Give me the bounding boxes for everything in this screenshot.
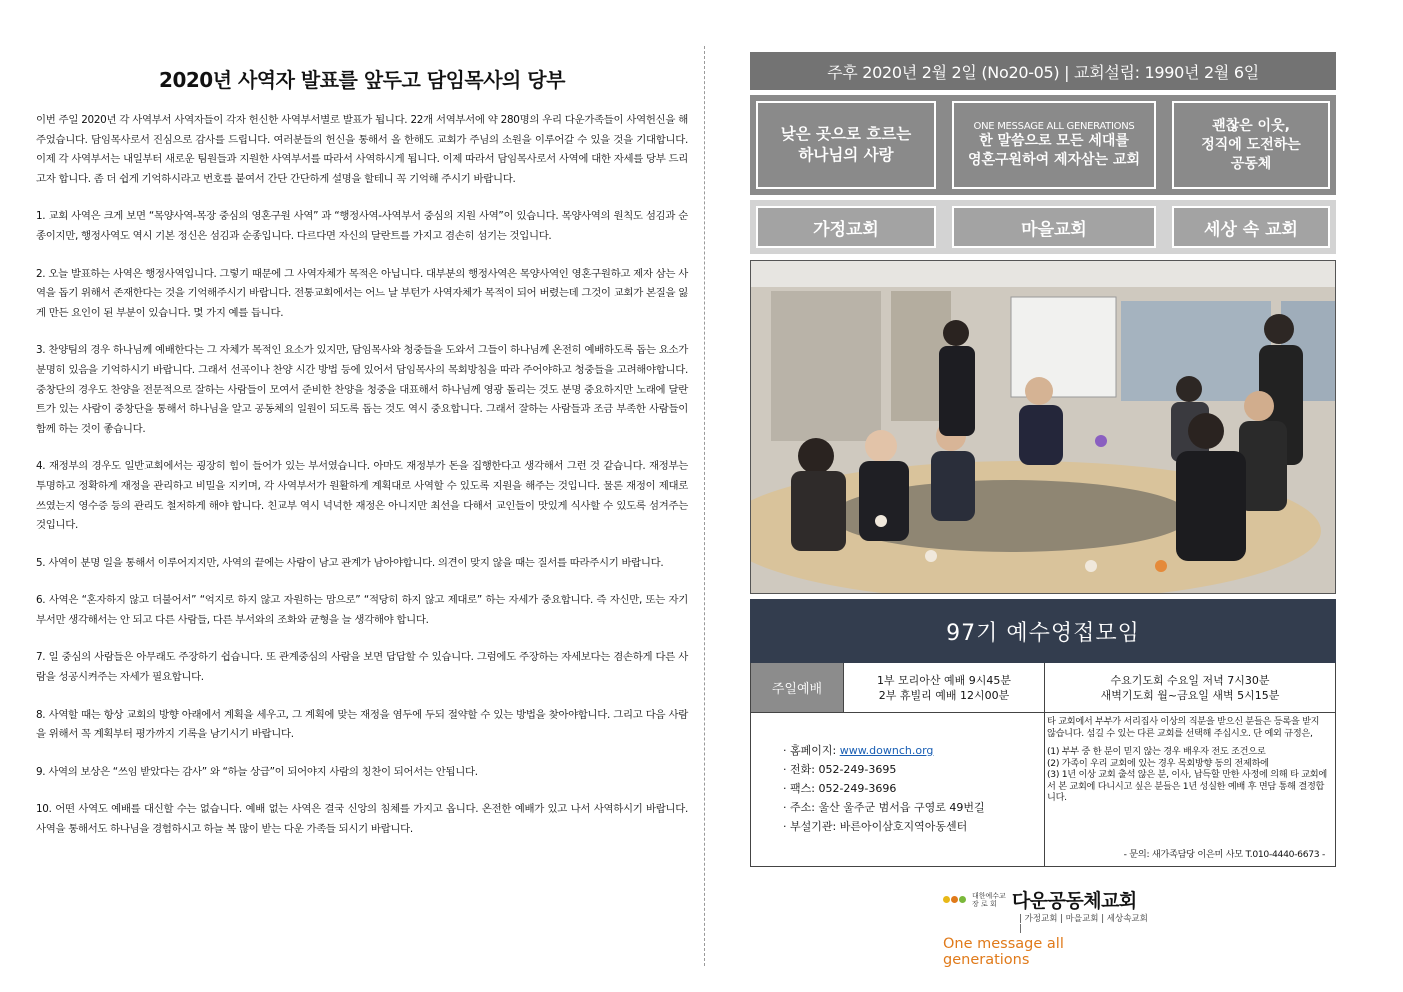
logo-slogan: One message all generations xyxy=(943,936,1064,968)
value-caption: ONE MESSAGE ALL GENERATIONS xyxy=(973,120,1135,132)
article-paragraph: 1. 교회 사역은 크게 보면 “목양사역-목장 중심의 영혼구원 사역” 과 “행정사역-사역부서 중심의 지원 사역”이 있습니다. 목양사역의 원칙도 섬김과 순종이지만, 행정사역도 역시 기본 정신은 섬김과 순종입니다. 다르다면 자신의 달란트를 가지고 겸손히 섬기는 것입니다. xyxy=(36,210,688,242)
denomination-line: 장 로 회 xyxy=(972,899,997,908)
value-box-love xyxy=(756,101,936,189)
church-logo xyxy=(943,886,1153,968)
sunday-services xyxy=(843,663,1044,712)
article-paragraph: 3. 찬양팀의 경우 하나님께 예배한다는 그 자체가 목적인 요소가 있지만, 담임목사와 청중들을 도와서 그들이 하나님께 온전히 예배하도록 돕는 요소가 분명히 있음을 기억하시기 바랍니다. 그래서 선곡이나 찬양 시간 방법 등에 있어서 담임목사의 목회방침을 따라 주어야하고 청중들을 고려해야합니다. 중창단의 경우도 찬양을 전문적으로 잘하는 사람들이 모여서 준비한 찬양을 청중을 대표해서 하나님께 영광 돌리는 것도 분명 중요하지만 노래에 달란트가 있는 사람이 중창단을 통해서 하나님을 알고 공동체의 일원이 되도록 돕는 것도 역시 중요합니다. 그래서 잘하는 사람들과 조금 부족한 사람들이 함께 하는 것이 좋습니다. xyxy=(36,344,688,435)
value-line: 낮은 곳으로 흐르는 xyxy=(780,125,912,143)
article-paragraph: 4. 재정부의 경우도 일반교회에서는 굉장히 힘이 들어가 있는 부서였습니다. 아마도 재정부가 돈을 집행한다고 생각해서 그런 것 같습니다. 재정부는 투명하고 정확하게 재정을 관리하고 비밀을 지키며, 각 사역부서가 원활하게 계획대로 사역할 수 있도록 지원을 해주는 것입니다. 물론 재정이 제대로 쓰였는지 영수증 등의 관리도 철저하게 해야 합니다. 친교부 역시 넉넉한 재정은 아니지만 최선을 다해서 교인들이 맛있게 식사할 수 있도록 섬겨주는 것입니다. xyxy=(36,460,688,532)
value-line: 정직에 도전하는 xyxy=(1201,136,1301,153)
notice-intro: 타 교회에서 부부가 서리집사 이상의 직분을 받으신 분들은 등록을 받지 않습니다. 섬길 수 있는 다른 교회를 선택해 주십시오. 단 예외 규정은, xyxy=(1047,716,1320,739)
value-line: 영혼구원하여 제자삼는 교회 xyxy=(967,151,1141,168)
inquiry-contact: - 문의: 새가족담당 이은미 사모 T.010-4440-6673 - xyxy=(1123,848,1325,860)
notice-rule: (3) 1년 이상 교회 출석 않은 분, 이사, 납득할 만한 사정에 의해 타 교회에서 본 교회에 다니시고 싶은 분들은 1년 성실한 예배 후 면담 통해 결정합니다. xyxy=(1047,769,1327,803)
weekday-services xyxy=(1044,663,1335,712)
homepage-label: · 홈페이지: xyxy=(783,744,840,757)
article xyxy=(36,58,688,858)
service-time: 새벽기도회 월~금요일 새벽 5시15분 xyxy=(1100,688,1280,702)
service-time: 2부 휴빌리 예배 12시00분 xyxy=(878,688,1010,702)
info-section xyxy=(750,713,1336,867)
church-type-village: 마을교회 xyxy=(952,206,1156,248)
notice-rule: (2) 가족이 우리 교회에 있는 경우 목회방향 동의 전제하에 xyxy=(1047,757,1269,769)
article-title: 2020년 사역자 발표를 앞두고 담임목사의 당부 xyxy=(159,68,565,92)
church-type-house: 가정교회 xyxy=(756,206,936,248)
church-values xyxy=(750,95,1336,195)
schedule-label: 주일예배 xyxy=(751,663,843,712)
notice-rule: (1) 부부 중 한 분이 믿지 않는 경우 배우자 전도 조건으로 xyxy=(1047,746,1266,757)
page-divider xyxy=(704,46,705,966)
value-line: 하나님의 사랑 xyxy=(798,146,894,164)
registration-notice xyxy=(1045,713,1335,866)
service-time: 수요기도회 수요일 저녁 7시30분 xyxy=(1110,673,1270,687)
value-line: 공동체 xyxy=(1230,155,1272,172)
service-time: 1부 모리아산 예배 9시45분 xyxy=(876,673,1012,687)
article-paragraph: 8. 사역할 때는 항상 교회의 방향 아래에서 계획을 세우고, 그 계획에 맞는 재정을 염두에 두되 절약할 수 있는 방법을 찾아야합니다. 그리고 다음 사람을 위해서 꼭 계획부터 평가까지 기록을 남기시기 바랍니다. xyxy=(36,708,688,741)
date-header: 주후 2020년 2월 2일 (No20-05) | 교회설립: 1990년 2월 6일 xyxy=(750,52,1336,90)
phone-row: · 전화: 052-249-3695 xyxy=(783,763,897,776)
church-type-world: 세상 속 교회 xyxy=(1172,206,1330,248)
value-box-community xyxy=(1172,101,1330,189)
article-paragraph: 7. 일 중심의 사람들은 아무래도 주장하기 쉽습니다. 또 관계중심의 사람을 보면 답답할 수 있습니다. 그럼에도 주장하는 자세보다는 겸손하게 다른 사람을 성공시켜주는 자세가 필요합니다. xyxy=(36,651,688,684)
bulletin-front xyxy=(750,52,1336,867)
logo-subtitle: | 가정교회 | 마을교회 | 세상속교회 | xyxy=(1019,914,1148,934)
article-paragraph: 10. 어떤 사역도 예배를 대신할 수는 없습니다. 예배 없는 사역은 결국 신앙의 침체를 가지고 옵니다. 온전한 예배가 있고 나서 사역하시기 바랍니다. 사역을 통해서도 하나님을 경험하시고 하늘 복 많이 받는 다운 가족들 되시기 바랍니다. xyxy=(36,803,688,836)
homepage-row xyxy=(783,741,1044,760)
address-row: · 주소: 울산 울주군 범서읍 구영로 49번길 xyxy=(783,801,985,814)
value-line: 한 말씀으로 모든 세대를 xyxy=(979,132,1129,149)
affiliate-row: · 부설기관: 바른아이삼호지역아동센터 xyxy=(783,820,968,833)
worship-schedule xyxy=(750,663,1336,713)
event-banner: 97기 예수영접모임 xyxy=(750,599,1336,663)
value-line: 괜찮은 이웃, xyxy=(1212,117,1290,134)
contact-info xyxy=(751,713,1045,866)
article-paragraph: 이번 주일 2020년 각 사역부서 사역자들이 각자 헌신한 사역부서별로 발표가 됩니다. 22개 서역부서에 약 280명의 우리 다운가족들이 사역헌신을 해 주었습니다. 담임목사로서 진심으로 감사를 드립니다. 여러분들의 헌신을 통해서 올 한해도 교회가 주님의 소원을 이루어갈 수 있을 것을 기대합니다. 이제 각 사역부서는 내일부터 새로운 팀원들과 지원한 사역부서를 따라서 사역하시게 됩니다. 이제 따라서 담임목사로서 사역에 대한 자세를 당부 드리고자 합니다. 좀 더 쉽게 기억하시라고 번호를 붙여서 간단 간단하게 설명을 할테니 꼭 기억해 주시기 바랍니다. xyxy=(36,114,688,185)
logo-church-name: 다운공동체교회 xyxy=(1011,890,1137,912)
meeting-room-illustration xyxy=(751,261,1336,593)
article-paragraph: 2. 오늘 발표하는 사역은 행정사역입니다. 그렇기 때문에 그 사역자체가 목적은 아닙니다. 대부분의 행정사역은 목양사역인 영혼구원하고 제자 삼는 사역을 돕기 위해서 존재한다는 것을 기억해주시기 바랍니다. 전통교회에서는 어느 날 부턴가 사역자체가 목적이 되어 버렸는데 그것이 교회가 본질을 잃게 만든 요인이 된 부분이 있습니다. 몇 가지 예를 듭니다. xyxy=(36,267,688,319)
homepage-link[interactable]: www.downch.org xyxy=(839,744,934,757)
logo-row xyxy=(943,886,1153,913)
logo-mark-icon xyxy=(943,896,967,903)
logo-denomination xyxy=(972,892,1006,908)
article-paragraph: 6. 사역은 “혼자하지 않고 더불어서” “억지로 하지 않고 자원하는 맘으로” “적당히 하지 않고 제대로” 하는 자세가 중요합니다. 즉 자신만, 또는 자기 부서만 생각해서는 안 되고 다른 사람들, 다른 부서와의 조화와 균형을 늘 생각해야 합니다. xyxy=(36,594,688,626)
denomination-line: 대한예수교 xyxy=(972,891,1006,900)
group-photo xyxy=(750,260,1336,594)
value-box-vision xyxy=(952,101,1156,189)
fax-row: · 팩스: 052-249-3696 xyxy=(783,782,897,795)
article-paragraph: 5. 사역이 분명 일을 통해서 이루어지지만, 사역의 끝에는 사람이 남고 관계가 남아야합니다. 의견이 맞지 않을 때는 질서를 따라주시기 바랍니다. xyxy=(36,556,664,569)
article-paragraph: 9. 사역의 보상은 “쓰임 받았다는 감사” 와 “하늘 상급”이 되어야지 사람의 칭찬이 되어서는 안됩니다. xyxy=(36,765,478,778)
church-types xyxy=(750,200,1336,254)
